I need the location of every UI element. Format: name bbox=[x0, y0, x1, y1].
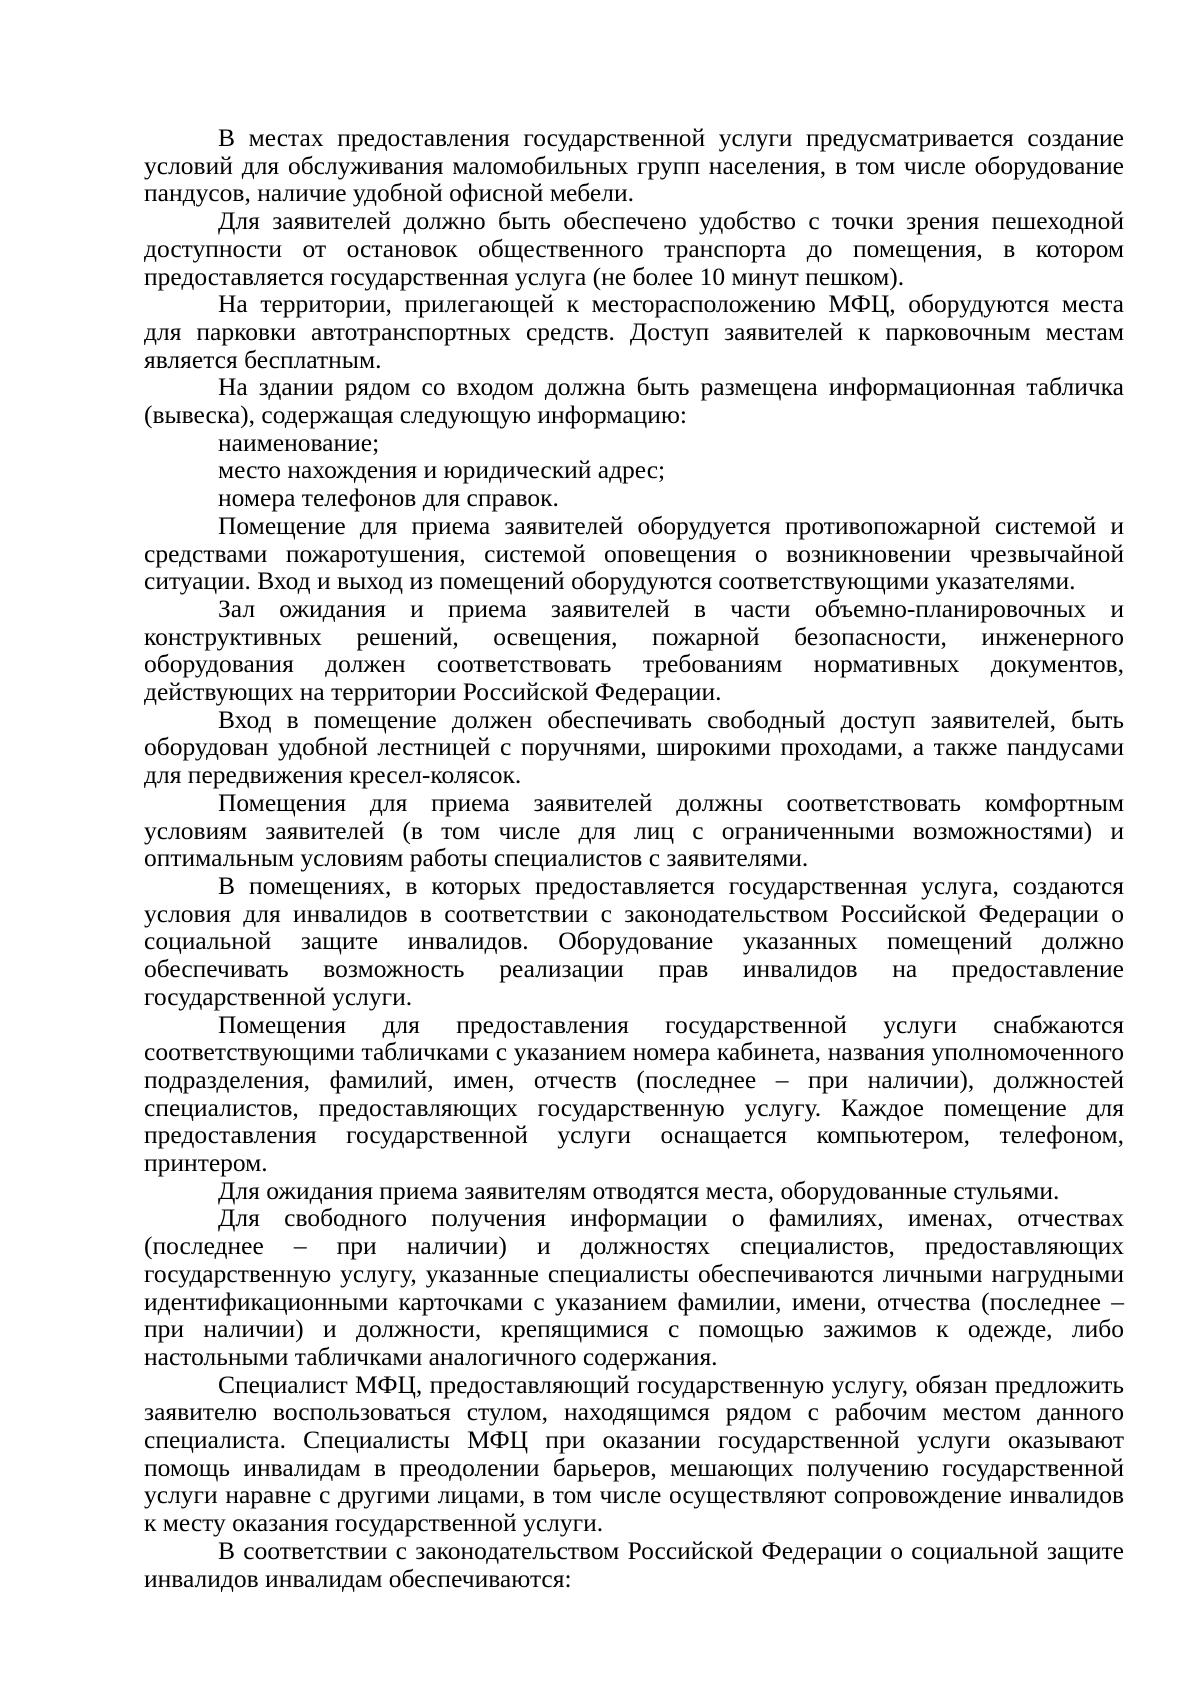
list-item-address: место нахождения и юридический адрес; bbox=[218, 455, 666, 485]
paragraph-pedestrian-access: Для заявителей должно быть обеспечено удобство с точки зрения пешеходной доступности от остановок общественного транспорта до помещения, в котором предоставляется государственная услуга (не более 10 минут пешком). bbox=[144, 206, 1124, 291]
list-item-phones: номера телефонов для справок. bbox=[218, 483, 559, 513]
paragraph-waiting-hall: Зал ожидания и приема заявителей в части объемно-планировочных и конструктивных решений, освещения, пожарной безопасности, инженерного оборудования должен соответствовать требованиям нормативных документов, действующих на территории Российской Федерации. bbox=[144, 593, 1124, 707]
document-page bbox=[144, 124, 1124, 1592]
paragraph-social-protection: В соответствии с законодательством Российской Федерации о социальной защите инвалидов инвалидам обеспечиваются: bbox=[144, 1535, 1124, 1593]
paragraph-signboard: На здании рядом со входом должна быть размещена информационная табличка (вывеска), содержащая следующую информацию: bbox=[144, 372, 1124, 430]
paragraph-comfort: Помещения для приема заявителей должны соответствовать комфортным условиям заявителей (в том числе для лиц с ограниченными возможностями) и оптимальным условиям работы специалистов с заявителями. bbox=[144, 787, 1124, 873]
paragraph-room-signs: Помещения для предоставления государственной услуги снабжаются соответствующими табличками с указанием номера кабинета, названия уполномоченного подразделения, фамилий, имен, отчеств (последнее – при наличии), должностей специалистов, предоставляющих государственную услугу. Каждое помещение для предоставления государственной услуги оснащается компьютером, телефоном, принтером. bbox=[144, 1009, 1124, 1178]
paragraph-entrance: Вход в помещение должен обеспечивать свободный доступ заявителей, быть оборудован удобной лестницей с поручнями, широкими проходами, а также пандусами для передвижения кресел-колясок. bbox=[144, 704, 1124, 790]
list-item-name: наименование; bbox=[218, 427, 380, 457]
paragraph-waiting-seats: Для ожидания приема заявителям отводятся места, оборудованные стульями. bbox=[218, 1175, 1060, 1205]
paragraph-fire-safety: Помещение для приема заявителей оборудуется противопожарной системой и средствами пожаротушения, системой оповещения о возникновении чрезвычайной ситуации. Вход и выход из помещений оборудуются соответствующими указателями. bbox=[144, 510, 1124, 596]
paragraph-id-cards: Для свободного получения информации о фамилиях, именах, отчествах (последнее – при наличии) и должностях специалистов, предоставляющих государственную услугу, указанные специалисты обеспечиваются личными нагрудными идентификационными карточками с указанием фамилии, имени, отчества (последнее – при наличии) и должности, крепящимися с помощью зажимов к одежде, либо настольными табличками аналогичного содержания. bbox=[144, 1203, 1124, 1371]
paragraph-parking: На территории, прилегающей к месторасположению МФЦ, оборудуются места для парковки автотранспортных средств. Доступ заявителей к парковочным местам является бесплатным. bbox=[144, 289, 1124, 374]
paragraph-disabled-conditions: В помещениях, в которых предоставляется государственная услуга, создаются условия для инвалидов в соответствии с законодательством Российской Федерации о социальной защите инвалидов. Оборудование указанных помещений должно обеспечивать возможность реализации прав инвалидов на предоставление государственной услуги. bbox=[144, 870, 1124, 1011]
paragraph-accessibility-conditions: В местах предоставления государственной услуги предусматривается создание условий для обслуживания маломобильных групп населения, в том числе оборудование пандусов, наличие удобной офисной мебели. bbox=[144, 123, 1124, 208]
paragraph-specialist-duties: Специалист МФЦ, предоставляющий государственную услугу, обязан предложить заявителю воспользоваться стулом, находящимся рядом с рабочим местом данного специалиста. Специалисты МФЦ при оказании государственной услуги оказывают помощь инвалидам в преодолении барьеров, мешающих получению государственной услуги наравне с другими лицами, в том числе осуществляют сопровождение инвалидов к месту оказания государственной услуги. bbox=[144, 1369, 1124, 1538]
